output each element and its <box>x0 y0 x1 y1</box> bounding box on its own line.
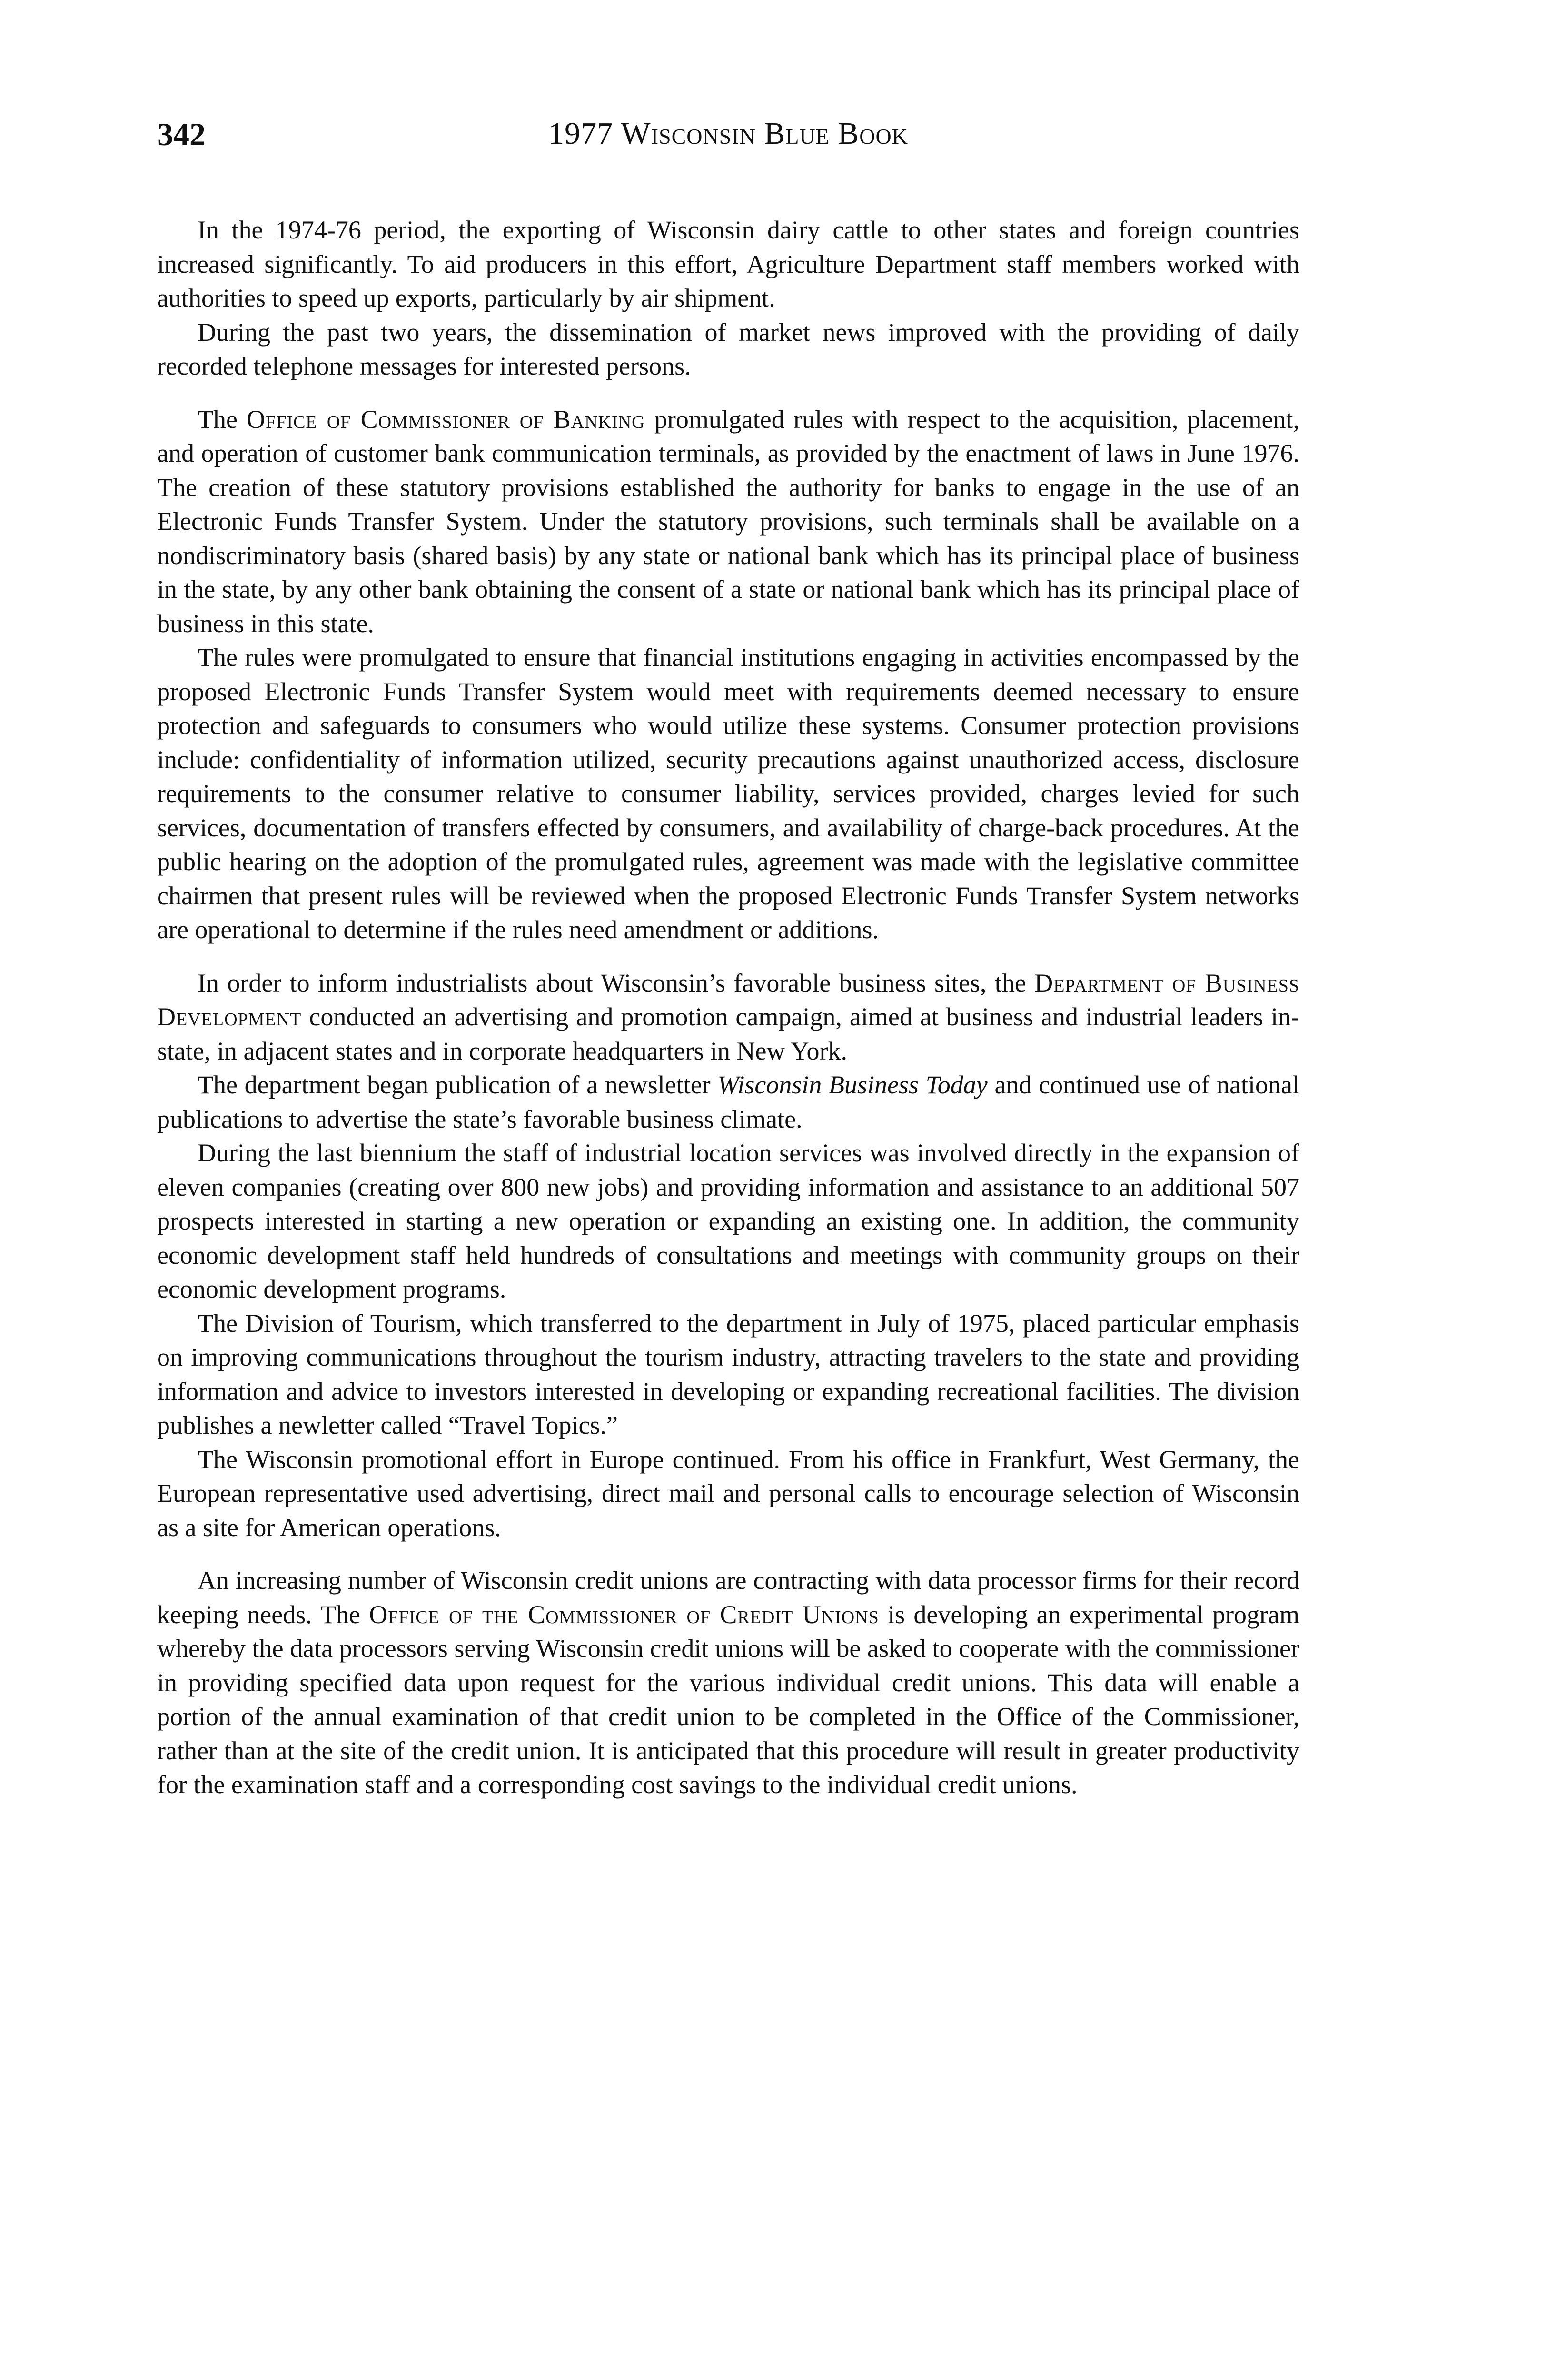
paragraph-newsletter <box>157 1068 1299 1136</box>
page-number: 342 <box>157 116 206 152</box>
paragraph-business-development <box>157 966 1299 1069</box>
paragraph-dairy-exports: In the 1974-76 period, the exporting of Wisconsin dairy cattle to other states and foreign countries increased significantly. To aid producers in this effort, Agriculture Department staff members worked with authorities to speed up exports, particularly by air shipment. <box>157 216 1299 312</box>
paragraph-tourism: The Division of Tourism, which transferred to the department in July of 1975, placed particular emphasis on improving communications throughout the tourism industry, attracting travelers to the state and providing information and advice to investors interested in developing or expanding recreational facilities. The division publishes a newletter called “Travel Topics.” <box>157 1309 1299 1439</box>
document-page <box>157 118 1299 1802</box>
paragraph-text: is developing an experimental program whereby the data processors serving Wisconsin credit unions will be asked to cooperate with the commissioner in providing specified data upon request for the various individual credit unions. This data will enable a portion of the annual examination of that credit union to be completed in the Office of the Commissioner, rather than at the site of the credit union. It is anticipated that this procedure will result in greater productivity for the examination staff and a corresponding cost savings to the individual credit unions. <box>157 1600 1300 1799</box>
book-title: 1977 Wisconsin Blue Book <box>548 116 908 151</box>
paragraph-text: promulgated rules with respect to the acquisition, placement, and operation of customer bank communication terminals, as provided by the enactment of laws in June 1976. The creation of these statutory provisions established the authority for banks to engage in the use of an Electronic Funds Transfer System. Under the statutory provisions, such terminals shall be available on a nondiscriminatory basis (shared basis) by any state or national bank which has its principal place of business in the state, by any other bank obtaining the consent of a state or national bank which has its principal place of business in this state. <box>157 405 1299 638</box>
body-text <box>157 213 1299 1802</box>
paragraph-text: and continued use of national publications to advertise the state’s favorable business climate. <box>157 1071 1299 1133</box>
paragraph-text: conducted an advertising and promotion campaign, aimed at business and industrial leaders in-state, in adjacent states and in corporate headquarters in New York. <box>157 1002 1299 1065</box>
paragraph-eft-rules: The rules were promulgated to ensure that financial institutions engaging in activities encompassed by the proposed Electronic Funds Transfer System would meet with requirements deemed necessary to ensure protection and safeguards to consumers who would utilize these systems. Consumer protection provisions include: confidentiality of information utilized, security precautions against unauthorized access, disclosure requirements to the consumer relative to consumer liability, services provided, charges levied for such services, documentation of transfers effected by consumers, and availability of charge-back procedures. At the public hearing on the adoption of the promulgated rules, agreement was made with the legislative committee chairmen that present rules will be reviewed when the proposed Electronic Funds Transfer System networks are operational to determine if the rules need amendment or additions. <box>157 643 1299 944</box>
office-name-banking: Office of Commissioner of Banking <box>247 405 645 434</box>
paragraph-credit-unions <box>157 1564 1299 1802</box>
paragraph-text: The department began publication of a newsletter <box>198 1071 718 1099</box>
office-name-credit-unions: Office of the Commissioner of Credit Unions <box>369 1600 879 1629</box>
running-header <box>157 118 1299 161</box>
paragraph-industrial-location: During the last biennium the staff of industrial location services was involved directly in the expansion of eleven companies (creating over 800 new jobs) and providing information and assistance to an additional 507 prospects interested in starting a new operation or expanding an existing one. In addition, the community economic development staff held hundreds of consultations and meetings with community groups on their economic development programs. <box>157 1139 1299 1303</box>
paragraph-text: The <box>198 405 247 434</box>
newsletter-title: Wisconsin Business Today <box>717 1071 988 1099</box>
paragraph-text: An increasing number of Wisconsin credit unions are contracting with data processor firms for their record keeping needs. The <box>157 1566 1299 1629</box>
office-name-business-development: Department of Business Development <box>157 968 1299 1031</box>
paragraph-market-news: During the past two years, the dissemination of market news improved with the providing of daily recorded telephone messages for interested persons. <box>157 317 1299 380</box>
paragraph-banking <box>157 403 1299 641</box>
paragraph-text: In order to inform industrialists about Wisconsin’s favorable business sites, the <box>198 968 1035 997</box>
paragraph-europe: The Wisconsin promotional effort in Europe continued. From his office in Frankfurt, West Germany, the European representative used advertising, direct mail and personal calls to encourage selection of Wisconsin as a site for American operations. <box>157 1445 1299 1542</box>
